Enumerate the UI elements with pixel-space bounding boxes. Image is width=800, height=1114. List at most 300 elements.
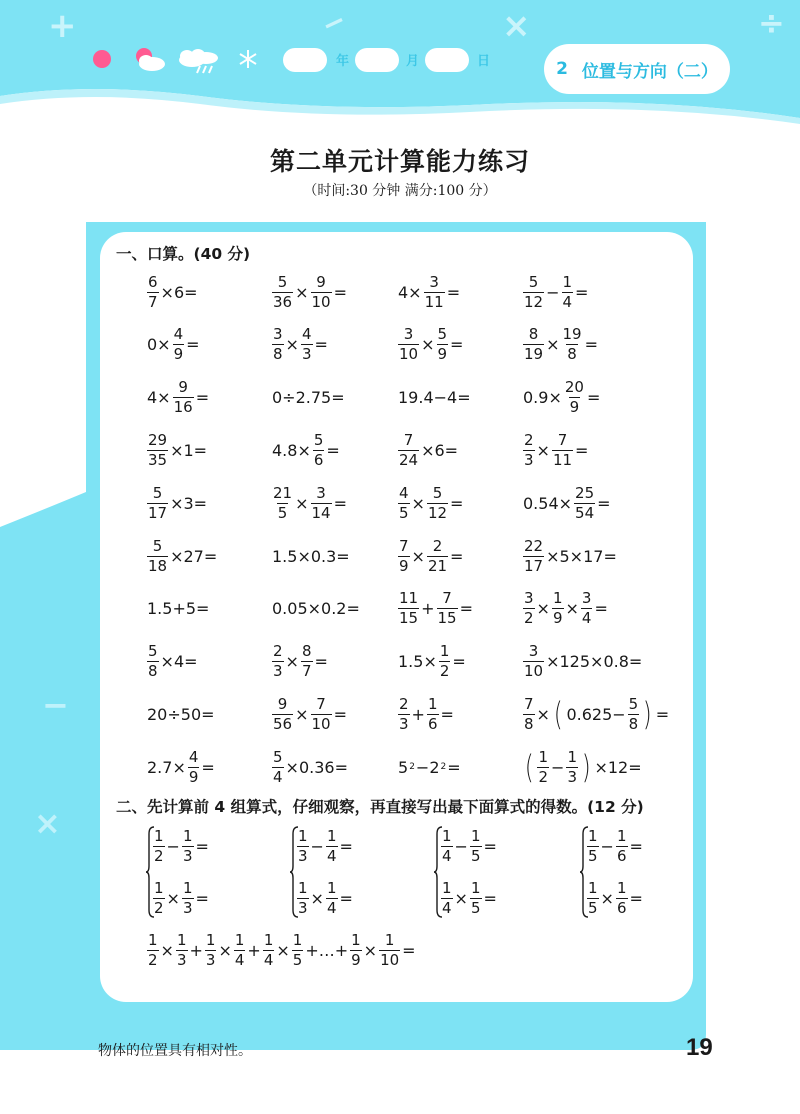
- denominator: 36: [273, 292, 293, 311]
- page-title: 第二单元计算能力练习: [269, 147, 530, 176]
- expression-text: =: [195, 388, 210, 408]
- denominator: 9: [399, 556, 409, 575]
- fraction: [398, 327, 419, 362]
- numerator: 29: [148, 430, 168, 449]
- denominator: 5: [399, 503, 409, 522]
- expression-text: =: [326, 440, 340, 460]
- denominator: 54: [575, 503, 595, 522]
- numerator: 4: [188, 747, 199, 766]
- oral-problem: [522, 694, 670, 734]
- fraction: [427, 483, 448, 522]
- exponent: 2: [440, 762, 447, 773]
- denominator: 2: [148, 950, 158, 969]
- expression-text: ×: [454, 888, 468, 908]
- numerator: 7: [557, 430, 568, 449]
- expression-text: ×: [536, 599, 550, 619]
- oral-problem: [146, 430, 208, 470]
- denominator: 3: [176, 950, 187, 969]
- numerator: 20: [564, 378, 584, 397]
- numerator: 1: [588, 826, 598, 845]
- fraction: [311, 483, 332, 522]
- expression-text: =: [452, 652, 466, 672]
- numerator: 22: [524, 536, 544, 555]
- denominator: 5: [470, 898, 481, 917]
- expression-text: ×: [363, 940, 378, 960]
- numerator: 4: [301, 325, 312, 344]
- fraction: [574, 483, 595, 522]
- fraction: [272, 694, 293, 733]
- denominator: 8: [148, 662, 158, 681]
- fraction: [272, 644, 284, 679]
- fraction: [470, 826, 482, 865]
- numerator: 1: [154, 878, 164, 897]
- expression-text: =: [186, 335, 200, 355]
- expression-text: =: [655, 704, 670, 724]
- expression-text: −: [551, 757, 565, 777]
- expression-text: =: [446, 282, 461, 302]
- expression-text: =: [575, 440, 589, 460]
- date-day-label: 日: [477, 54, 491, 69]
- oral-problem: [271, 536, 351, 576]
- oral-problem: [397, 642, 467, 682]
- denominator: 16: [173, 398, 193, 417]
- fraction: [439, 644, 451, 679]
- fraction: [470, 878, 482, 917]
- sun-cloud-icon: [136, 48, 165, 71]
- expression-text: ×: [310, 888, 324, 908]
- expression-text: 1.5×: [398, 652, 437, 672]
- expression-text: ×6=: [160, 282, 198, 302]
- date-year-box[interactable]: [283, 48, 327, 72]
- oral-problem: [522, 536, 618, 576]
- fraction: [147, 483, 168, 522]
- final-expression: [146, 930, 417, 970]
- fraction: [552, 430, 573, 469]
- fraction: [176, 930, 188, 969]
- expression-text: 0.05×0.2=: [272, 599, 360, 619]
- numerator: 5: [273, 747, 283, 766]
- numerator: 3: [581, 589, 592, 608]
- date-month-box[interactable]: [355, 48, 399, 72]
- numerator: 21: [273, 483, 293, 502]
- expression-text: =: [483, 836, 497, 856]
- denominator: 3: [524, 450, 534, 469]
- numerator: 5: [528, 272, 539, 291]
- fraction: [234, 930, 246, 969]
- expression-text: =: [483, 888, 497, 908]
- multiply-deco-icon: ×: [34, 804, 61, 842]
- expression-text: 4×: [147, 388, 171, 408]
- fraction: [182, 826, 194, 865]
- numerator: 1: [552, 589, 563, 608]
- expression-text: ×: [285, 335, 299, 355]
- oral-problem: [522, 589, 609, 629]
- expression-text: ×4=: [160, 652, 198, 672]
- expression-text: 0.9×: [523, 388, 562, 408]
- expression-text: ×: [411, 493, 425, 513]
- expression-text: =: [201, 757, 215, 777]
- expression-text: =: [594, 599, 608, 619]
- oral-problem: [397, 378, 472, 418]
- oral-problem: [522, 747, 643, 787]
- unit-title: 位置与方向（二）: [581, 61, 718, 82]
- denominator: 10: [311, 714, 331, 733]
- expression-text: ×: [295, 493, 309, 513]
- numerator: 1: [182, 878, 193, 897]
- denominator: 4: [442, 898, 452, 917]
- denominator: 6: [427, 714, 438, 733]
- denominator: 4: [326, 846, 337, 865]
- numerator: 1: [326, 826, 337, 845]
- fraction: [616, 878, 628, 917]
- weather-icons: [92, 44, 272, 76]
- denominator: 14: [311, 503, 331, 522]
- fraction: [562, 272, 574, 311]
- denominator: 4: [442, 846, 452, 865]
- numerator: 9: [178, 378, 188, 397]
- fraction: [398, 483, 410, 522]
- denominator: 2: [154, 846, 164, 865]
- fraction: [147, 644, 159, 679]
- denominator: 56: [273, 714, 293, 733]
- expression-text: 0×: [147, 335, 171, 355]
- expression-text: ×3=: [170, 493, 208, 513]
- denominator: 5: [588, 898, 598, 917]
- fraction: [263, 930, 275, 969]
- denominator: 10: [399, 345, 419, 364]
- expression-text: =: [629, 888, 643, 908]
- expression-text: =: [314, 335, 328, 355]
- numerator: 3: [316, 483, 326, 502]
- expression-text: −2: [415, 757, 440, 777]
- numerator: 1: [616, 826, 627, 845]
- denominator: 5: [588, 846, 598, 865]
- denominator: 3: [273, 662, 283, 681]
- expression-text: ×1=: [170, 440, 208, 460]
- oral-problem: [522, 378, 601, 418]
- fraction: [147, 536, 168, 575]
- numerator: 1: [538, 747, 549, 766]
- expression-text: +: [421, 599, 435, 619]
- fraction: [437, 327, 449, 362]
- fraction: [272, 483, 293, 522]
- oral-problem: [146, 272, 199, 312]
- denominator: 12: [427, 503, 448, 522]
- expression-text: −: [310, 836, 324, 856]
- expression-text: 20÷50=: [147, 704, 215, 724]
- expression-text: =: [586, 388, 601, 408]
- expression-text: =: [195, 888, 209, 908]
- numerator: 1: [182, 826, 193, 845]
- subtraction-line: [586, 826, 644, 866]
- numerator: 1: [616, 878, 627, 897]
- fraction: [587, 878, 599, 917]
- expression-text: 0.54×: [523, 493, 573, 513]
- expression-text: 4.8×: [272, 440, 311, 460]
- numerator: 2: [432, 536, 443, 555]
- header-banner: [0, 0, 800, 132]
- subtraction-line: [296, 826, 354, 866]
- minus-icon: −: [316, 2, 352, 43]
- numerator: 8: [528, 325, 539, 344]
- fraction: [523, 536, 544, 575]
- expression-text: ×: [536, 704, 550, 724]
- denominator: 8: [567, 345, 577, 364]
- denominator: 2: [524, 609, 534, 628]
- fraction: [628, 694, 640, 733]
- numerator: 11: [399, 589, 419, 608]
- fraction: [272, 327, 284, 362]
- brace-group: [290, 826, 400, 922]
- section1-heading: 一、口算。(40 分): [116, 245, 251, 263]
- exponent: 2: [409, 762, 415, 773]
- fraction: [398, 694, 410, 733]
- fraction: [153, 826, 165, 865]
- numerator: 2: [399, 694, 409, 713]
- oral-problem: [522, 325, 599, 365]
- numerator: 1: [470, 878, 481, 897]
- fraction: [398, 430, 419, 469]
- oral-problem: [397, 430, 459, 470]
- expression-text: ×: [160, 940, 174, 960]
- numerator: 7: [442, 589, 452, 608]
- expression-text: +…+: [305, 940, 349, 960]
- numerator: 19: [562, 325, 582, 344]
- oral-problem: [271, 694, 348, 734]
- section2-heading: 二、先计算前 4 组算式，仔细观察，再直接写出最下面算式的得数。(12 分): [116, 798, 644, 816]
- expression-text: ×12=: [594, 757, 642, 777]
- fraction: [441, 878, 453, 917]
- oral-problem: [271, 378, 346, 418]
- denominator: 8: [273, 345, 283, 364]
- numerator: 3: [273, 325, 283, 344]
- denominator: 5: [470, 846, 481, 865]
- fraction: [523, 272, 544, 311]
- parenthesis: ): [643, 695, 652, 734]
- numerator: 1: [234, 930, 245, 949]
- numerator: 9: [316, 272, 326, 291]
- denominator: 2: [154, 898, 164, 917]
- fraction: [272, 272, 293, 311]
- expression-text: ×: [276, 940, 290, 960]
- numerator: 1: [427, 694, 438, 713]
- numerator: 3: [403, 325, 414, 344]
- denominator: 35: [148, 450, 168, 469]
- oral-problem: [271, 483, 348, 523]
- fraction: [398, 536, 410, 575]
- oral-problem: [271, 325, 329, 365]
- denominator: 9: [351, 950, 361, 969]
- denominator: 4: [562, 292, 573, 311]
- numerator: 9: [277, 694, 288, 713]
- fraction: [398, 591, 419, 626]
- parenthesis: (: [553, 695, 563, 734]
- numerator: 4: [173, 325, 184, 344]
- expression-text: 4×: [398, 282, 422, 302]
- numerator: 1: [148, 930, 158, 949]
- parenthesis: (: [524, 748, 534, 787]
- page-subtitle: （时间:30 分钟 满分:100 分）: [303, 183, 497, 199]
- denominator: 2: [538, 767, 549, 786]
- denominator: 6: [313, 450, 324, 469]
- numerator: 5: [432, 483, 443, 502]
- expression-text: ×: [166, 888, 180, 908]
- expression-text: =: [447, 757, 461, 777]
- expression-text: =: [339, 888, 353, 908]
- expression-text: =: [450, 335, 464, 355]
- multiplication-line: [152, 878, 210, 918]
- oral-problem: [397, 483, 464, 523]
- numerator: 5: [437, 325, 448, 344]
- numerator: 3: [524, 589, 534, 608]
- numerator: 1: [442, 878, 452, 897]
- denominator: 17: [524, 556, 544, 575]
- fraction: [153, 878, 165, 917]
- expression-text: =: [440, 704, 454, 724]
- numerator: 1: [298, 826, 308, 845]
- numerator: 1: [263, 930, 274, 949]
- oral-problem: [271, 589, 361, 629]
- subtraction-line: [440, 826, 498, 866]
- multiplication-line: [586, 878, 644, 918]
- fraction: [301, 644, 313, 679]
- expression-text: 5: [398, 757, 409, 777]
- expression-text: +: [411, 704, 425, 724]
- fraction: [326, 826, 338, 865]
- denominator: 3: [182, 846, 193, 865]
- expression-text: =: [450, 493, 464, 513]
- denominator: 4: [581, 609, 592, 628]
- fraction: [173, 327, 185, 362]
- denominator: 5: [292, 950, 303, 969]
- fraction: [441, 826, 453, 865]
- denominator: 6: [616, 846, 627, 865]
- oral-problem: [146, 536, 218, 576]
- unit-badge: [544, 44, 730, 94]
- denominator: 3: [298, 898, 308, 917]
- numerator: 7: [524, 694, 534, 713]
- oral-problem: [271, 430, 341, 470]
- expression-text: ×: [600, 888, 614, 908]
- expression-text: =: [629, 836, 643, 856]
- date-day-box[interactable]: [425, 48, 469, 72]
- fraction: [292, 930, 304, 969]
- fraction: [523, 694, 535, 733]
- denominator: 18: [148, 556, 168, 575]
- expression-text: ×: [536, 440, 550, 460]
- fraction: [552, 591, 564, 626]
- multiply-icon: ×: [502, 6, 531, 46]
- expression-text: ×6=: [421, 440, 459, 460]
- numerator: 5: [277, 272, 288, 291]
- denominator: 4: [326, 898, 337, 917]
- denominator: 6: [616, 898, 627, 917]
- expression-text: ×: [411, 546, 425, 566]
- expression-text: 0.625−: [566, 704, 626, 724]
- denominator: 3: [567, 767, 577, 786]
- denominator: 4: [263, 950, 274, 969]
- numerator: 2: [273, 642, 283, 661]
- expression-text: +: [189, 940, 203, 960]
- snow-icon: [240, 50, 256, 68]
- numerator: 5: [152, 483, 163, 502]
- oral-problem: [271, 747, 349, 787]
- unit-number: 2: [556, 59, 568, 79]
- minus-deco-icon: −: [42, 686, 69, 724]
- expression-text: =: [339, 836, 353, 856]
- denominator: 10: [311, 292, 331, 311]
- oral-problem: [397, 272, 461, 312]
- denominator: 8: [628, 714, 639, 733]
- numerator: 1: [298, 878, 308, 897]
- denominator: 12: [524, 292, 544, 311]
- expression-text: −: [600, 836, 614, 856]
- numerator: 5: [313, 430, 324, 449]
- fraction: [523, 430, 535, 469]
- fraction: [523, 591, 535, 626]
- denominator: 17: [148, 503, 168, 522]
- denominator: 3: [301, 345, 312, 364]
- expression-text: =: [450, 546, 464, 566]
- expression-text: =: [597, 493, 611, 513]
- fraction: [297, 878, 309, 917]
- plus-icon: +: [48, 6, 77, 46]
- brace-group: [580, 826, 690, 922]
- numerator: 8: [301, 642, 312, 661]
- numerator: 3: [528, 642, 539, 661]
- date-month-label: 月: [406, 54, 420, 69]
- denominator: 3: [399, 714, 409, 733]
- numerator: 1: [439, 642, 450, 661]
- parenthesis: ): [581, 748, 591, 787]
- numerator: 6: [148, 272, 158, 291]
- oral-problem: [146, 378, 210, 418]
- expression-text: ×: [421, 335, 435, 355]
- numerator: 1: [384, 930, 395, 949]
- numerator: 4: [399, 483, 409, 502]
- oral-problem: [522, 430, 589, 470]
- numerator: 7: [399, 536, 409, 555]
- expression-text: −: [454, 836, 468, 856]
- expression-text: =: [333, 282, 347, 302]
- fraction: [424, 272, 445, 311]
- expression-text: +: [247, 940, 261, 960]
- numerator: 1: [205, 930, 216, 949]
- expression-text: ×: [295, 704, 309, 724]
- oral-problem: [146, 483, 208, 523]
- multiplication-line: [296, 878, 354, 918]
- footer-note: 物体的位置具有相对性。: [98, 1043, 252, 1059]
- fraction: [564, 380, 585, 415]
- expression-text: ×: [565, 599, 579, 619]
- fraction: [311, 694, 332, 733]
- expression-text: 19.4−4=: [398, 388, 471, 408]
- denominator: 5: [277, 503, 288, 522]
- numerator: 25: [575, 483, 595, 502]
- fraction: [297, 826, 309, 865]
- denominator: 4: [234, 950, 245, 969]
- fraction: [147, 272, 159, 311]
- denominator: 9: [569, 398, 580, 417]
- numerator: 1: [176, 930, 187, 949]
- denominator: 9: [437, 345, 448, 364]
- denominator: 3: [298, 846, 308, 865]
- oral-problem: [146, 747, 216, 787]
- fraction: [311, 272, 332, 311]
- expression-text: ×: [546, 335, 560, 355]
- date-year-label: 年: [336, 54, 350, 69]
- expression-text: ×: [218, 940, 232, 960]
